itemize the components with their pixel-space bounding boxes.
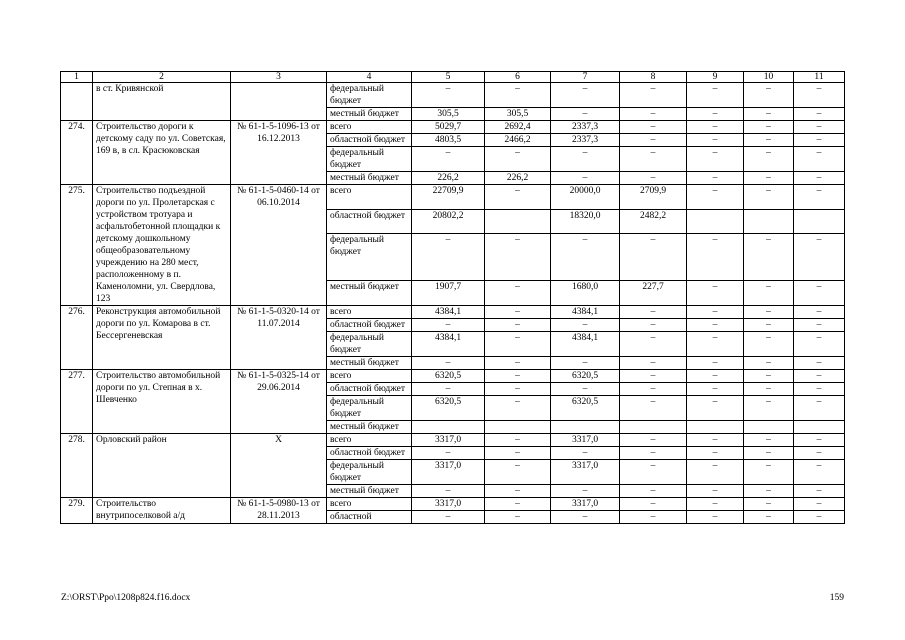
amount-cell: 18320,0 (551, 209, 620, 234)
amount-cell: – (485, 383, 551, 396)
amount-cell: – (620, 511, 687, 524)
expertise-conclusion (231, 83, 327, 121)
amount-cell: – (485, 281, 551, 306)
amount-cell: – (485, 498, 551, 511)
amount-cell: – (620, 234, 687, 281)
amount-cell: – (744, 332, 794, 357)
amount-cell: – (794, 147, 845, 172)
amount-cell: – (794, 357, 845, 370)
amount-cell: – (794, 319, 845, 332)
amount-cell: – (744, 281, 794, 306)
amount-cell: – (412, 447, 485, 460)
amount-cell: – (744, 447, 794, 460)
amount-cell: 3317,0 (551, 460, 620, 485)
funding-source: местный бюджет (327, 421, 412, 434)
amount-cell (551, 421, 620, 434)
amount-cell: – (620, 460, 687, 485)
object-name: Строительство дороги к детскому саду по ул. Советская, 169 в, в сл. Красюковская (93, 121, 231, 185)
amount-cell: – (485, 357, 551, 370)
amount-cell: – (551, 172, 620, 185)
amount-cell: – (551, 383, 620, 396)
funding-source: областной бюджет (327, 383, 412, 396)
funding-source: федеральный бюджет (327, 332, 412, 357)
amount-cell: – (620, 306, 687, 319)
funding-source: областной (327, 511, 412, 524)
amount-cell (485, 209, 551, 234)
amount-cell (794, 209, 845, 234)
amount-cell: – (620, 396, 687, 421)
column-number: 6 (485, 72, 551, 83)
amount-cell (412, 421, 485, 434)
amount-cell: 4384,1 (551, 306, 620, 319)
amount-cell: – (744, 460, 794, 485)
column-number: 2 (93, 72, 231, 83)
item-number (61, 83, 93, 121)
amount-cell: 2692,4 (485, 121, 551, 134)
expertise-conclusion: № 61-1-5-0980-13 от 28.11.2013 (231, 498, 327, 524)
amount-cell: 226,2 (485, 172, 551, 185)
funding-source: федеральный бюджет (327, 234, 412, 281)
item-number: 274. (61, 121, 93, 185)
amount-cell (794, 421, 845, 434)
amount-cell: – (620, 319, 687, 332)
amount-cell: – (687, 434, 744, 447)
amount-cell: 4384,1 (412, 306, 485, 319)
amount-cell: – (485, 185, 551, 210)
amount-cell: 1907,7 (412, 281, 485, 306)
amount-cell: 2709,9 (620, 185, 687, 210)
funding-source: федеральный бюджет (327, 460, 412, 485)
amount-cell: – (620, 172, 687, 185)
amount-cell: – (744, 383, 794, 396)
table-row (61, 498, 845, 511)
amount-cell: – (794, 460, 845, 485)
amount-cell: 3317,0 (551, 498, 620, 511)
amount-cell: – (485, 447, 551, 460)
funding-source: областной бюджет (327, 447, 412, 460)
amount-cell: – (412, 511, 485, 524)
amount-cell: – (620, 357, 687, 370)
amount-cell: 6320,5 (412, 396, 485, 421)
amount-cell: – (687, 383, 744, 396)
item-number: 278. (61, 434, 93, 498)
funding-source: областной бюджет (327, 319, 412, 332)
amount-cell: – (485, 83, 551, 108)
amount-cell: 20802,2 (412, 209, 485, 234)
amount-cell: – (620, 332, 687, 357)
funding-source: всего (327, 185, 412, 210)
funding-source: местный бюджет (327, 172, 412, 185)
amount-cell: – (687, 357, 744, 370)
amount-cell: – (794, 485, 845, 498)
amount-cell: – (687, 319, 744, 332)
column-number-row (61, 72, 845, 83)
column-number: 9 (687, 72, 744, 83)
amount-cell: – (744, 108, 794, 121)
amount-cell: – (687, 396, 744, 421)
amount-cell: 6320,5 (551, 370, 620, 383)
amount-cell: 4803,5 (412, 134, 485, 147)
amount-cell: 2466,2 (485, 134, 551, 147)
amount-cell: – (485, 147, 551, 172)
amount-cell: – (485, 434, 551, 447)
amount-cell: – (551, 357, 620, 370)
amount-cell: – (485, 319, 551, 332)
amount-cell: – (620, 485, 687, 498)
amount-cell: – (687, 460, 744, 485)
amount-cell: – (794, 281, 845, 306)
amount-cell: – (794, 306, 845, 319)
expertise-conclusion: № 61-1-5-0320-14 от 11.07.2014 (231, 306, 327, 370)
funding-source: местный бюджет (327, 357, 412, 370)
amount-cell: 6320,5 (551, 396, 620, 421)
amount-cell: – (551, 108, 620, 121)
column-number: 4 (327, 72, 412, 83)
amount-cell: – (794, 234, 845, 281)
amount-cell: 4384,1 (412, 332, 485, 357)
amount-cell: – (687, 370, 744, 383)
amount-cell (687, 209, 744, 234)
amount-cell: – (485, 511, 551, 524)
amount-cell: – (551, 147, 620, 172)
amount-cell: – (794, 447, 845, 460)
amount-cell (744, 209, 794, 234)
amount-cell: – (794, 511, 845, 524)
amount-cell: – (744, 121, 794, 134)
column-number: 5 (412, 72, 485, 83)
amount-cell: – (687, 485, 744, 498)
amount-cell (620, 421, 687, 434)
amount-cell: – (744, 147, 794, 172)
amount-cell: – (687, 511, 744, 524)
amount-cell: – (687, 306, 744, 319)
amount-cell: – (794, 370, 845, 383)
amount-cell: – (620, 434, 687, 447)
amount-cell: – (744, 357, 794, 370)
funding-source: местный бюджет (327, 485, 412, 498)
amount-cell: – (412, 319, 485, 332)
funding-source: всего (327, 306, 412, 319)
funding-source: всего (327, 434, 412, 447)
amount-cell: 227,7 (620, 281, 687, 306)
amount-cell: – (551, 485, 620, 498)
amount-cell: – (620, 134, 687, 147)
amount-cell: – (744, 370, 794, 383)
amount-cell: – (620, 447, 687, 460)
amount-cell: – (794, 434, 845, 447)
amount-cell: 3317,0 (412, 498, 485, 511)
amount-cell: – (744, 396, 794, 421)
amount-cell: – (412, 234, 485, 281)
item-number: 279. (61, 498, 93, 524)
column-number: 11 (794, 72, 845, 83)
amount-cell: 3317,0 (412, 460, 485, 485)
item-number: 275. (61, 185, 93, 306)
amount-cell: – (620, 147, 687, 172)
amount-cell: – (620, 383, 687, 396)
amount-cell: – (744, 511, 794, 524)
amount-cell: – (794, 185, 845, 210)
amount-cell: – (551, 511, 620, 524)
table-row (61, 434, 845, 447)
funding-source: всего (327, 498, 412, 511)
amount-cell: – (794, 172, 845, 185)
amount-cell: – (744, 83, 794, 108)
object-name: в ст. Кривянской (93, 83, 231, 121)
amount-cell: – (794, 498, 845, 511)
amount-cell: – (794, 332, 845, 357)
amount-cell: 226,2 (412, 172, 485, 185)
column-number: 10 (744, 72, 794, 83)
amount-cell: – (485, 370, 551, 383)
funding-source: федеральный бюджет (327, 396, 412, 421)
table-row (61, 83, 845, 108)
item-number: 276. (61, 306, 93, 370)
amount-cell: 2337,3 (551, 121, 620, 134)
item-number: 277. (61, 370, 93, 434)
funding-source: федеральный бюджет (327, 147, 412, 172)
budget-table (60, 71, 845, 524)
amount-cell: – (794, 83, 845, 108)
funding-source: областной бюджет (327, 209, 412, 234)
amount-cell: – (485, 306, 551, 319)
amount-cell: – (620, 108, 687, 121)
amount-cell: – (744, 485, 794, 498)
object-name: Реконструкция автомобильной дороги по ул. Комарова в ст. Бессергеневская (93, 306, 231, 370)
amount-cell: 22709,9 (412, 185, 485, 210)
amount-cell: – (412, 357, 485, 370)
amount-cell: – (744, 134, 794, 147)
amount-cell: – (551, 234, 620, 281)
amount-cell: – (744, 434, 794, 447)
amount-cell: – (620, 498, 687, 511)
amount-cell: – (744, 498, 794, 511)
amount-cell: 4384,1 (551, 332, 620, 357)
funding-source: местный бюджет (327, 281, 412, 306)
amount-cell: 6320,5 (412, 370, 485, 383)
amount-cell: – (620, 83, 687, 108)
amount-cell: – (687, 147, 744, 172)
amount-cell: – (794, 108, 845, 121)
amount-cell: – (412, 383, 485, 396)
amount-cell: – (687, 185, 744, 210)
amount-cell: 305,5 (485, 108, 551, 121)
table-row (61, 370, 845, 383)
amount-cell: – (620, 370, 687, 383)
expertise-conclusion: X (231, 434, 327, 498)
amount-cell: – (687, 172, 744, 185)
amount-cell: – (412, 83, 485, 108)
amount-cell: – (687, 498, 744, 511)
amount-cell: 1680,0 (551, 281, 620, 306)
amount-cell (744, 421, 794, 434)
expertise-conclusion: № 61-1-5-0460-14 от 06.10.2014 (231, 185, 327, 306)
amount-cell (687, 421, 744, 434)
column-number: 7 (551, 72, 620, 83)
column-number: 3 (231, 72, 327, 83)
funding-source: всего (327, 121, 412, 134)
amount-cell: – (485, 234, 551, 281)
amount-cell: – (687, 332, 744, 357)
amount-cell: 3317,0 (412, 434, 485, 447)
amount-cell: – (687, 281, 744, 306)
amount-cell: – (412, 147, 485, 172)
amount-cell: – (412, 485, 485, 498)
object-name: Строительство автомобильной дороги по ул. Степная в х. Шевченко (93, 370, 231, 434)
amount-cell: – (485, 460, 551, 485)
amount-cell: – (794, 396, 845, 421)
funding-source: местный бюджет (327, 108, 412, 121)
amount-cell: – (687, 447, 744, 460)
amount-cell: – (744, 234, 794, 281)
table-row (61, 121, 845, 134)
amount-cell: – (551, 447, 620, 460)
amount-cell: – (485, 332, 551, 357)
amount-cell: – (687, 134, 744, 147)
amount-cell: 2337,3 (551, 134, 620, 147)
amount-cell: – (744, 306, 794, 319)
amount-cell: 2482,2 (620, 209, 687, 234)
expertise-conclusion: № 61-1-5-0325-14 от 29.06.2014 (231, 370, 327, 434)
object-name: Орловский район (93, 434, 231, 498)
expertise-conclusion: № 61-1-5-1096-13 от 16.12.2013 (231, 121, 327, 185)
column-number: 8 (620, 72, 687, 83)
amount-cell: 20000,0 (551, 185, 620, 210)
column-number: 1 (61, 72, 93, 83)
funding-source: областной бюджет (327, 134, 412, 147)
amount-cell: – (485, 485, 551, 498)
amount-cell (485, 421, 551, 434)
amount-cell: – (485, 396, 551, 421)
funding-source: федеральный бюджет (327, 83, 412, 108)
amount-cell: – (744, 185, 794, 210)
table-row (61, 185, 845, 210)
amount-cell: – (687, 108, 744, 121)
amount-cell: – (794, 121, 845, 134)
table-row (61, 306, 845, 319)
amount-cell: 3317,0 (551, 434, 620, 447)
file-path: Z:\ORST\Ppo\1208p824.f16.docx (61, 593, 191, 603)
amount-cell: – (620, 121, 687, 134)
amount-cell: – (687, 83, 744, 108)
object-name: Строительство подъездной дороги по ул. Пролетарская с устройством тротуара и асфальтобетонной площадки к детскому дошкольному общеобразовательному учреждению на 280 мест, расположенному в п. Каменоломни, ул. Свердлова, 123 (93, 185, 231, 306)
funding-source: всего (327, 370, 412, 383)
amount-cell: – (687, 234, 744, 281)
object-name: Строительство внутрипоселковой а/д (93, 498, 231, 524)
amount-cell: 5029,7 (412, 121, 485, 134)
amount-cell: – (687, 121, 744, 134)
amount-cell: – (551, 319, 620, 332)
amount-cell: 305,5 (412, 108, 485, 121)
page-number: 159 (829, 593, 844, 603)
amount-cell: – (744, 319, 794, 332)
amount-cell: – (794, 134, 845, 147)
amount-cell: – (551, 83, 620, 108)
amount-cell: – (744, 172, 794, 185)
amount-cell: – (794, 383, 845, 396)
